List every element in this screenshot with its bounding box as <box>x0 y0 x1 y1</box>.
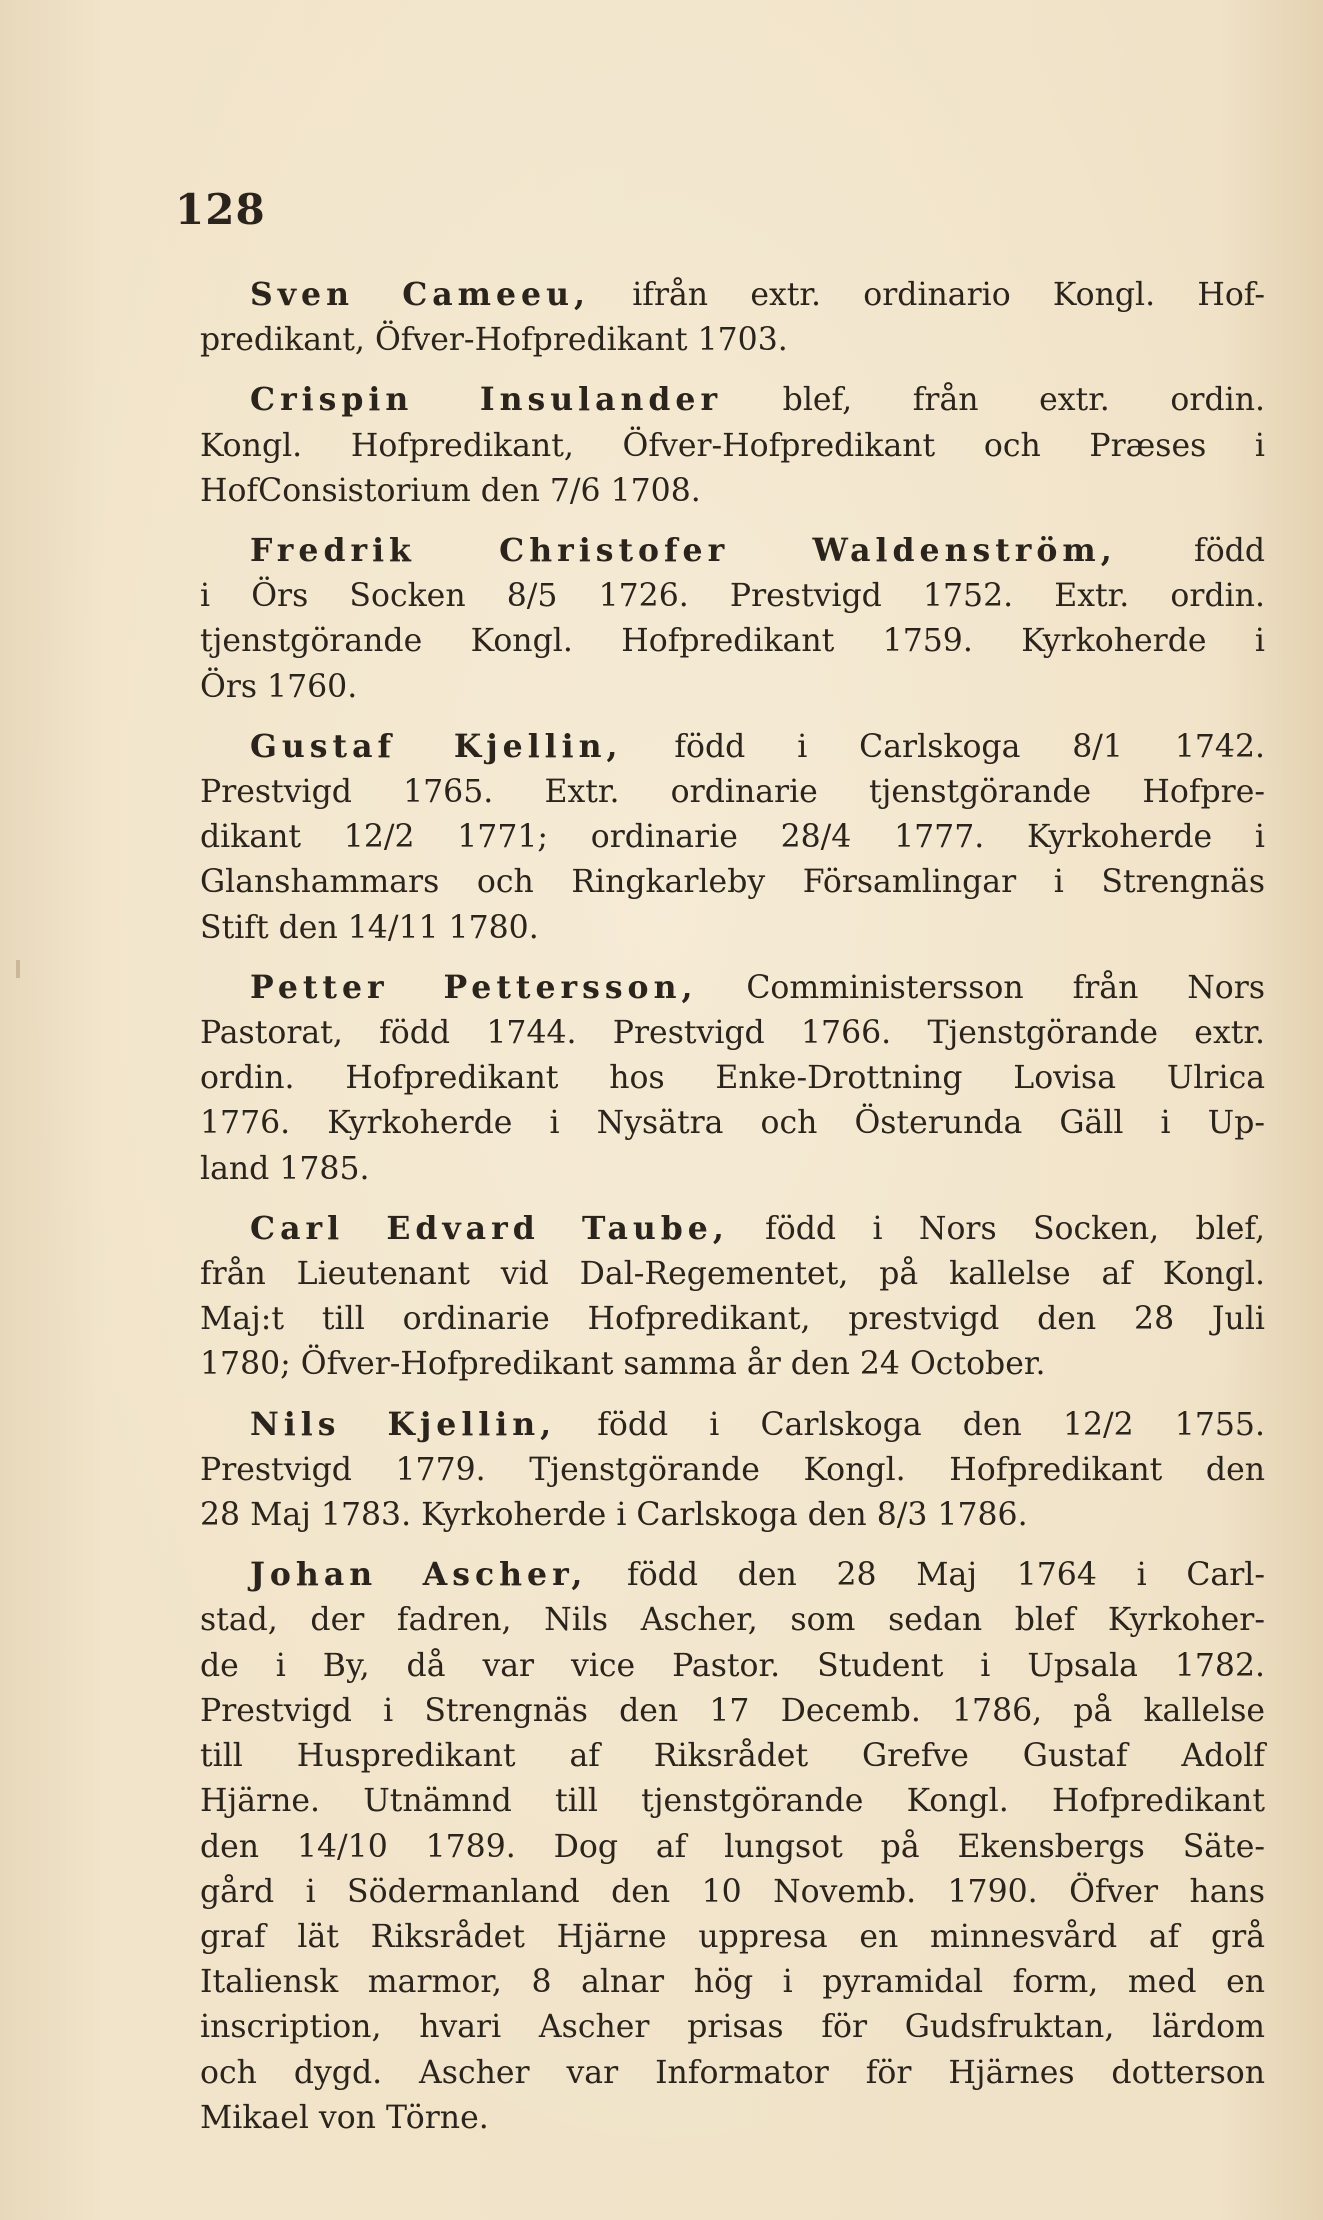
entry-name: Crispin Insulander <box>250 381 723 419</box>
entry-line: från Lieutenant vid Dal-Regementet, på kallelse af Kongl. <box>200 1256 1265 1293</box>
entry-line: Pastorat, född 1744. Prestvigd 1766. Tjenstgörande extr. <box>200 1015 1265 1052</box>
entry-line: Maj:t till ordinarie Hofpredikant, prestvigd den 28 Juli <box>200 1301 1265 1338</box>
entry-line: predikant, Öfver-Hofpredikant 1703. <box>200 322 788 359</box>
entry-line: ordin. Hofpredikant hos Enke-Drottning Lovisa Ulrica <box>200 1060 1265 1097</box>
entry-line <box>200 377 1265 423</box>
text-block <box>200 272 1265 2155</box>
entry-line: Prestvigd 1779. Tjenstgörande Kongl. Hofpredikant den <box>200 1451 1265 1488</box>
entry-line: Kongl. Hofpredikant, Öfver-Hofpredikant och Præses i <box>200 427 1265 464</box>
entry-line: Italiensk marmor, 8 alnar hög i pyramidal form, med en <box>200 1964 1265 2001</box>
entry-line: HofConsistorium den 7/6 1708. <box>200 472 701 509</box>
entry-line: 28 Maj 1783. Kyrkoherde i Carlskoga den 8/3 1786. <box>200 1497 1028 1534</box>
entry-line: i Örs Socken 8/5 1726. Prestvigd 1752. Extr. ordin. <box>200 578 1265 615</box>
entry <box>200 377 1265 514</box>
entry-line: Örs 1760. <box>200 668 358 705</box>
entry-line <box>200 724 1265 770</box>
margin-mark <box>16 960 20 978</box>
entry-name: Fredrik Christofer Waldenström, <box>250 532 1117 570</box>
entry-line: de i By, då var vice Pastor. Student i Upsala 1782. <box>200 1647 1265 1684</box>
entry-name: Nils Kjellin, <box>250 1405 557 1443</box>
entry-name: Carl Edvard Taube, <box>250 1209 729 1247</box>
entry-text: född i Carlskoga 8/1 1742. <box>622 728 1265 765</box>
page-number: 128 <box>175 185 266 234</box>
entry-text: ifrån extr. ordinario Kongl. Hof- <box>589 277 1265 313</box>
entry-line: land 1785. <box>200 1150 370 1187</box>
entry <box>200 1206 1265 1388</box>
entry-line: Mikael von Törne. <box>200 2099 489 2136</box>
entry-line <box>200 1552 1265 1598</box>
entry-line: Glanshammars och Ringkarleby Församlingar i Strengnäs <box>200 864 1265 901</box>
entry-text: född i Nors Socken, blef, <box>728 1210 1265 1247</box>
entry-line: Hjärne. Utnämnd till tjenstgörande Kongl. Hofpredikant <box>200 1783 1265 1820</box>
entry <box>200 965 1265 1192</box>
entry-line: den 14/10 1789. Dog af lungsot på Ekensbergs Säte- <box>200 1828 1265 1865</box>
entry-line: Prestvigd 1765. Extr. ordinarie tjenstgörande Hofpre- <box>200 774 1265 811</box>
entry-line <box>200 965 1265 1011</box>
entry-text: Comministersson från Nors <box>697 969 1265 1006</box>
entry-line <box>200 1206 1265 1252</box>
entry <box>200 1402 1265 1539</box>
entry-line: Prestvigd i Strengnäs den 17 Decemb. 1786, på kallelse <box>200 1692 1265 1729</box>
entry <box>200 724 1265 951</box>
entry-name: Johan Ascher, <box>250 1556 588 1594</box>
entry-text: född <box>1116 533 1266 570</box>
entry-line: graf lät Riksrådet Hjärne uppresa en minnesvård af grå <box>200 1918 1265 1955</box>
entry-line: 1780; Öfver-Hofpredikant samma år den 24 October. <box>200 1346 1046 1383</box>
entry-name: Sven Cameeu, <box>250 276 590 313</box>
entry-text: född den 28 Maj 1764 i Carl- <box>587 1557 1265 1594</box>
entry-line: tjenstgörande Kongl. Hofpredikant 1759. Kyrkoherde i <box>200 623 1265 660</box>
entry-line <box>200 528 1265 574</box>
entry-line <box>200 272 1265 318</box>
entry-line: till Huspredikant af Riksrådet Grefve Gustaf Adolf <box>200 1738 1265 1775</box>
entry-line: stad, der fadren, Nils Ascher, som sedan blef Kyrkoher- <box>200 1602 1265 1639</box>
entry-line: Stift den 14/11 1780. <box>200 909 539 946</box>
entry <box>200 1552 1265 2141</box>
entry-text: blef, från extr. ordin. <box>722 382 1265 419</box>
entry-line: gård i Södermanland den 10 Novemb. 1790. Öfver hans <box>200 1873 1265 1910</box>
entry <box>200 272 1265 363</box>
entry-line: dikant 12/2 1771; ordinarie 28/4 1777. Kyrkoherde i <box>200 819 1265 856</box>
entry-text: född i Carlskoga den 12/2 1755. <box>556 1406 1265 1443</box>
entry-line: 1776. Kyrkoherde i Nysätra och Österunda Gäll i Up- <box>200 1105 1265 1142</box>
entry-name: Petter Pettersson, <box>250 968 698 1006</box>
entry-line: och dygd. Ascher var Informator för Hjärnes dotterson <box>200 2054 1265 2091</box>
entry-line: inscription, hvari Ascher prisas för Gudsfruktan, lärdom <box>200 2009 1265 2046</box>
entry-name: Gustaf Kjellin, <box>250 727 623 765</box>
entry <box>200 528 1265 710</box>
entry-line <box>200 1402 1265 1448</box>
